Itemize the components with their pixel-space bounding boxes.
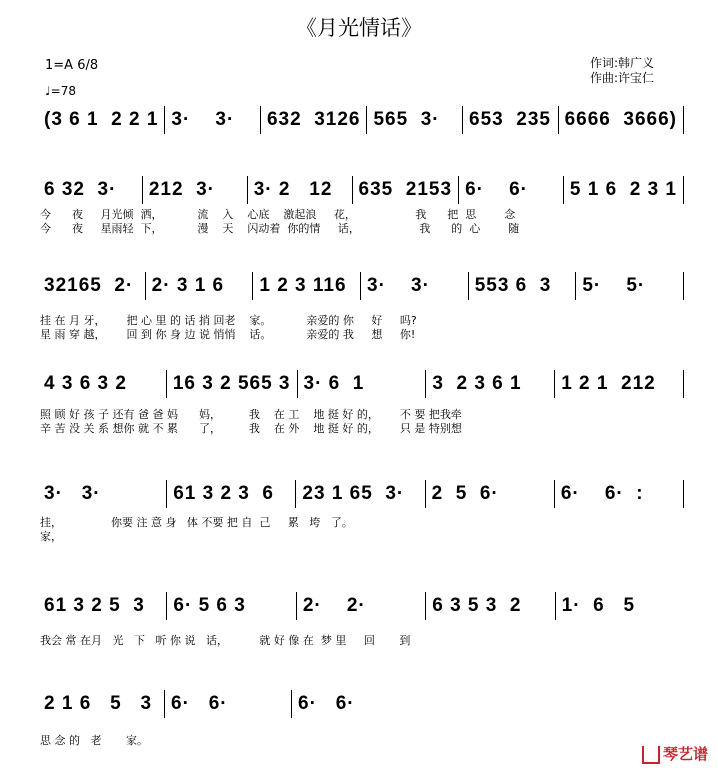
staff-system: [38, 370, 684, 398]
measure: 3· 6 1: [298, 370, 427, 398]
measure: 3· 3·: [38, 480, 167, 508]
lyric-line: 今 夜 月光倾 洒， 流 入 心底 激起浪 花， 我 把 思 念: [40, 208, 516, 221]
measure: 1· 6 5: [561, 595, 636, 616]
measure: 553 6 3: [469, 272, 577, 300]
site-logo: [642, 743, 708, 764]
measure: 565 3·: [367, 106, 463, 134]
measure: 6 3 5 3 2: [426, 592, 555, 620]
measure: 3· 2 12: [248, 176, 353, 204]
lyricist: 作词:韩广义: [590, 56, 655, 70]
measure: 6· 6· :: [555, 480, 684, 508]
measure: 632 3126: [261, 106, 368, 134]
measure: 2· 3 1 6: [146, 272, 254, 300]
lyric-line: 我会 常 在月 光 下 听 你 说 话， 就 好 像 在 梦 里 回 到: [40, 634, 411, 647]
measure: 653 235: [463, 106, 559, 134]
measure: 3 2 3 6 1: [426, 370, 555, 398]
measure: 3· 3·: [165, 106, 261, 134]
measure: 2· 2·: [297, 592, 426, 620]
measure: 5· 5·: [576, 272, 684, 300]
measure: 5 1 6 2 3 1: [564, 176, 684, 204]
measure: 32165 2·: [38, 272, 146, 300]
staff-system: [38, 106, 684, 134]
measure: 6· 6·: [459, 176, 564, 204]
lyric-line: 挂 在 月 牙， 把 心 里 的 话 捎 回老 家。 亲爱的 你 好 吗?: [40, 314, 417, 327]
lyric-line: 照 顾 好 孩 子 还有 爸 爸 妈 妈， 我 在 工 地 挺 好 的， 不 要 把我牵: [40, 408, 462, 421]
song-title: 《月光情话》: [296, 16, 422, 40]
measure: 16 3 2 565 3: [167, 370, 298, 398]
measure: 61 3 2 5 3: [38, 592, 167, 620]
measure: (3 6 1 2 2 1: [38, 106, 165, 134]
staff-system: [38, 690, 418, 718]
measure: 212 3·: [143, 176, 248, 204]
measure: 6 32 3·: [38, 176, 143, 204]
lyric-line: 星 雨 穿 越， 回 到 你 身 边 说 悄悄 话。 亲爱的 我 想 你!: [40, 328, 416, 341]
lyric-line: 挂， 你要 注 意 身 体 不要 把 自 己 累 垮 了。: [40, 516, 353, 529]
composer: 作曲:许宝仁: [590, 71, 655, 85]
lyric-line: 家，: [40, 530, 62, 543]
staff-system: [38, 480, 684, 508]
measure: 2 1 6 5 3: [38, 690, 165, 718]
staff-system: [38, 272, 684, 300]
measure: 4 3 6 3 2: [38, 370, 167, 398]
measure: 6· 5 6 3: [167, 592, 296, 620]
measure: 6· 6·: [298, 693, 355, 714]
measure: 1 2 1 212: [555, 370, 684, 398]
measure: 635 2153: [353, 176, 460, 204]
lyric-line: 辛 苦 没 关 系 想你 就 不 累 了， 我 在 外 地 挺 好 的， 只 是 特别想: [40, 422, 462, 435]
measure: 3· 3·: [361, 272, 469, 300]
lyric-line: 思 念 的 老 家。: [40, 734, 148, 747]
measure: 1 2 3 116: [253, 272, 361, 300]
measure: 61 3 2 3 6: [167, 480, 296, 508]
staff-system: [38, 592, 684, 620]
measure: 6· 6·: [165, 690, 292, 718]
credits: [590, 56, 654, 86]
measure: 2 5 6·: [426, 480, 555, 508]
key-signature: 1=A 6/8: [45, 58, 99, 73]
measure: 23 1 65 3·: [296, 480, 425, 508]
tempo-marking: ♩=78: [45, 84, 76, 98]
logo-icon: [642, 746, 660, 764]
measure: 6666 3666): [559, 106, 684, 134]
logo-text: 琴艺谱: [662, 745, 708, 763]
lyric-line: 今 夜 星雨轻 下， 漫 天 闪动着 你的情 话， 我 的 心 随: [40, 222, 520, 235]
staff-system: [38, 176, 684, 204]
